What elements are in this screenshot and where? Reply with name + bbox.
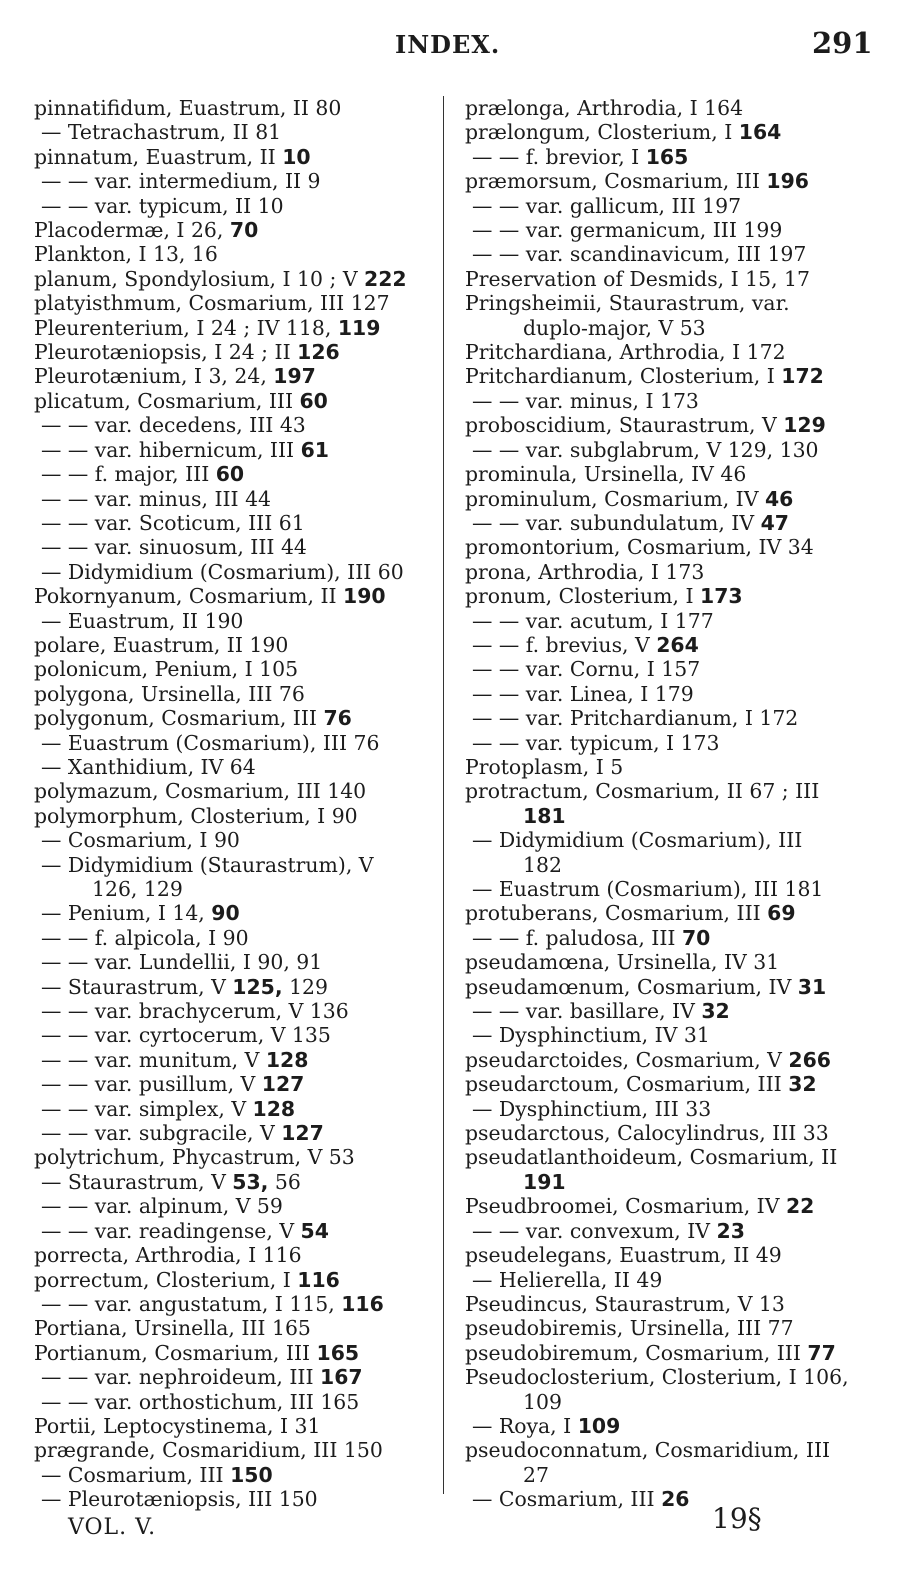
bold-page-ref: 266 (788, 1047, 831, 1072)
index-entry (465, 291, 860, 315)
entry-text: — — var. Linea, I 179 (472, 681, 694, 706)
index-entry (465, 1097, 860, 1121)
bold-page-ref: 23 (716, 1218, 745, 1243)
entry-text: pseudarctous, Calocylindrus, III 33 (465, 1121, 829, 1146)
bold-page-ref: 128 (252, 1096, 296, 1121)
entry-text: — Didymidium (Cosmarium), III (472, 828, 803, 853)
index-entry (465, 633, 860, 657)
page-title: INDEX. (395, 30, 501, 59)
bold-page-ref: 125, (232, 974, 283, 999)
entry-text: — Cosmarium, III (41, 1462, 231, 1487)
index-entry (34, 487, 426, 511)
bold-page-ref: 61 (300, 437, 329, 462)
index-entry (34, 682, 426, 706)
bold-page-ref: 190 (343, 584, 386, 609)
bold-page-ref: 196 (766, 169, 809, 194)
bold-page-ref: 191 (523, 1169, 566, 1194)
entry-text: — — var. readingense, V (41, 1218, 301, 1243)
entry-text: pronum, Closterium, I (465, 584, 701, 609)
index-entry (34, 340, 426, 364)
index-entry (34, 999, 426, 1023)
index-entry (465, 194, 860, 218)
index-entry (465, 950, 860, 974)
bold-page-ref: 60 (299, 388, 328, 413)
entry-text: polymorphum, Closterium, I 90 (34, 803, 358, 828)
index-entry (465, 901, 860, 925)
index-entry (34, 145, 426, 169)
entry-text: Plankton, I 13, 16 (34, 242, 218, 267)
volume-label: VOL. V. (68, 1515, 157, 1540)
index-entry (34, 1365, 426, 1389)
entry-text: — — var. subundulatum, IV (472, 510, 761, 535)
index-entry (465, 1243, 860, 1267)
index-entry (34, 1097, 426, 1121)
index-entry (34, 535, 426, 559)
bold-page-ref: 165 (316, 1340, 360, 1365)
bold-page-ref: 32 (701, 999, 730, 1024)
entry-text: polygona, Ursinella, III 76 (34, 681, 305, 706)
index-entry (465, 657, 860, 681)
index-entry (465, 609, 860, 633)
bold-page-ref: 127 (281, 1121, 324, 1146)
entry-text: polytrichum, Phycastrum, V 53 (34, 1145, 355, 1170)
index-entry (465, 682, 860, 706)
index-entry (34, 804, 426, 828)
entry-text: — Dysphinctium, III 33 (472, 1096, 712, 1121)
index-entry (34, 1023, 426, 1047)
entry-text: — — var. brachycerum, V 136 (41, 999, 349, 1024)
entry-text: Pleurotænium, I 3, 24, (34, 364, 274, 389)
index-entry (465, 96, 860, 120)
bold-page-ref: 127 (261, 1072, 305, 1097)
index-entry (34, 560, 426, 584)
index-entry (465, 999, 860, 1023)
bold-page-ref: 222 (364, 266, 407, 291)
entry-text: Portiana, Ursinella, III 165 (34, 1316, 311, 1341)
index-entry (465, 755, 860, 779)
index-entry (465, 828, 860, 852)
entry-text: polymazum, Cosmarium, III 140 (34, 779, 367, 804)
signature-mark: 19§ (712, 1502, 762, 1535)
index-entry (34, 1414, 426, 1438)
entry-text: prona, Arthrodia, I 173 (465, 559, 705, 584)
index-entry (465, 853, 860, 877)
entry-text: — Pleurotæniopsis, III 150 (41, 1487, 318, 1512)
index-entry (34, 242, 426, 266)
index-entry (465, 389, 860, 413)
entry-text: protractum, Cosmarium, II 67 ; III (465, 779, 820, 804)
entry-text: 56 (268, 1169, 301, 1194)
entry-text: — — var. subglabrum, V 129, 130 (472, 437, 819, 462)
index-entry (34, 316, 426, 340)
bold-page-ref: 54 (300, 1218, 329, 1243)
entry-text: — Euastrum (Cosmarium), III 181 (472, 877, 824, 901)
index-entry (465, 487, 860, 511)
index-entry (34, 462, 426, 486)
bold-page-ref: 60 (215, 462, 245, 487)
entry-text: — — var. minus, I 173 (472, 388, 699, 413)
index-entry (465, 560, 860, 584)
index-entry (465, 218, 860, 242)
entry-text: porrectum, Closterium, I (34, 1267, 298, 1292)
entry-text: Pseudincus, Staurastrum, V 13 (465, 1291, 785, 1316)
entry-text: — — var. gallicum, III 197 (472, 193, 742, 218)
index-entry (34, 194, 426, 218)
entry-text: — Didymidium (Staurastrum), V (41, 852, 374, 877)
bold-page-ref: 165 (645, 144, 689, 169)
entry-text: pseudatlanthoideum, Cosmarium, II (465, 1145, 838, 1170)
index-entry (465, 1414, 860, 1438)
index-entry (465, 145, 860, 169)
entry-text: Pleurotæniopsis, I 24 ; II (34, 340, 298, 365)
entry-text: — — f. paludosa, III (472, 925, 682, 950)
index-entry (465, 340, 860, 364)
index-entry (465, 438, 860, 462)
entry-text: — — var. germanicum, III 199 (472, 218, 783, 243)
index-entry (34, 1048, 426, 1072)
index-entry (465, 120, 860, 144)
index-entry (34, 438, 426, 462)
index-entry (465, 364, 860, 388)
entry-text: — Roya, I (472, 1413, 578, 1438)
index-entry (34, 413, 426, 437)
entry-text: — — var. cyrtocerum, V 135 (41, 1023, 331, 1048)
index-entry (465, 1170, 860, 1194)
index-entry (34, 609, 426, 633)
index-entry (465, 731, 860, 755)
index-entry (465, 316, 860, 340)
entry-text: pseudobiremis, Ursinella, III 77 (465, 1316, 794, 1341)
column-divider (443, 96, 444, 1494)
index-entry (465, 267, 860, 291)
entry-text: — Dysphinctium, IV 31 (472, 1023, 710, 1048)
entry-text: Pseudoclosterium, Closterium, I 106, (465, 1365, 849, 1390)
bold-page-ref: 116 (341, 1291, 384, 1316)
entry-text: — — var. scandinavicum, III 197 (472, 242, 807, 267)
index-entry (34, 291, 426, 315)
index-entry (34, 1463, 426, 1487)
index-entry (465, 1219, 860, 1243)
bold-page-ref: 109 (577, 1413, 621, 1438)
entry-text: — Cosmarium, III (472, 1487, 662, 1512)
entry-text: pseudarctoum, Cosmarium, III (465, 1072, 789, 1097)
index-entry (34, 926, 426, 950)
entry-text: 109 (523, 1389, 562, 1414)
entry-text: — — var. intermedium, II 9 (41, 169, 321, 194)
entry-text: — — var. simplex, V (41, 1096, 253, 1121)
index-entry (34, 1194, 426, 1218)
bold-page-ref: 31 (797, 974, 827, 999)
index-entry (34, 1170, 426, 1194)
bold-page-ref: 197 (273, 364, 316, 389)
bold-page-ref: 46 (764, 486, 794, 511)
entry-text: — — var. sinuosum, III 44 (41, 535, 307, 560)
bold-page-ref: 164 (738, 120, 782, 145)
entry-text: Preservation of Desmids, I 15, 17 (465, 266, 811, 291)
index-entry (34, 853, 426, 877)
entry-text: — — var. decedens, III 43 (41, 413, 306, 438)
index-entry (465, 535, 860, 559)
entry-text: — — var. basillare, IV (472, 999, 702, 1024)
index-entry (465, 1487, 860, 1511)
entry-text: 182 (523, 852, 562, 877)
entry-text: — — var. alpinum, V 59 (41, 1194, 283, 1219)
index-entry (465, 413, 860, 437)
entry-text: protuberans, Cosmarium, III (465, 901, 768, 926)
index-entry (34, 633, 426, 657)
index-entry (34, 706, 426, 730)
index-entry (465, 804, 860, 828)
index-entry (34, 828, 426, 852)
entry-text: — Euastrum (Cosmarium), III 76 (41, 730, 380, 755)
entry-text: — — var. munitum, V (41, 1047, 266, 1072)
index-entry (465, 706, 860, 730)
entry-text: — — var. Scoticum, III 61 (41, 510, 305, 535)
entry-text: 126, 129 (92, 877, 183, 901)
index-entry (34, 877, 426, 901)
index-entry (465, 926, 860, 950)
entry-text: — Xanthidium, IV 64 (41, 754, 256, 779)
entry-text: pseudamœna, Ursinella, IV 31 (465, 950, 780, 975)
index-entry (465, 1072, 860, 1096)
entry-text: — — f. brevior, I (472, 144, 646, 169)
entry-text: — Tetrachastrum, II 81 (41, 120, 282, 145)
entry-text: proboscidium, Staurastrum, V (465, 413, 784, 438)
entry-text: — Staurastrum, V (41, 1169, 233, 1194)
index-entry (465, 584, 860, 608)
index-entry (465, 511, 860, 535)
index-entry (34, 1072, 426, 1096)
index-entry (34, 218, 426, 242)
entry-text: pseudobiremum, Cosmarium, III (465, 1340, 808, 1365)
entry-text: Placodermæ, I 26, (34, 218, 230, 243)
entry-text: — Cosmarium, I 90 (41, 828, 240, 853)
entry-text: Pleurenterium, I 24 ; IV 118, (34, 315, 338, 340)
entry-text: præmorsum, Cosmarium, III (465, 169, 767, 194)
entry-text: — — var. typicum, II 10 (41, 193, 284, 218)
entry-text: Protoplasm, I 5 (465, 754, 624, 779)
entry-text: — — var. subgracile, V (41, 1121, 282, 1146)
index-entry (34, 779, 426, 803)
index-entry (465, 1390, 860, 1414)
index-entry (34, 731, 426, 755)
index-entry (34, 1341, 426, 1365)
entry-text: pseudelegans, Euastrum, II 49 (465, 1243, 782, 1268)
right-index-column (465, 96, 860, 1512)
entry-text: platyisthmum, Cosmarium, III 127 (34, 291, 390, 316)
page-number: 291 (812, 26, 873, 60)
entry-text: polonicum, Penium, I 105 (34, 657, 299, 682)
entry-text: pinnatifidum, Euastrum, II 80 (34, 96, 342, 120)
entry-text: Portianum, Cosmarium, III (34, 1340, 317, 1365)
entry-text: — — var. Pritchardianum, I 172 (472, 706, 799, 731)
entry-text: — Didymidium (Cosmarium), III 60 (41, 559, 404, 584)
bold-page-ref: 129 (783, 413, 826, 438)
entry-text: — — var. hibernicum, III (41, 437, 301, 462)
index-entry (465, 1438, 860, 1462)
entry-text: Pringsheimii, Staurastrum, var. (465, 291, 790, 316)
entry-text: — Helierella, II 49 (472, 1267, 663, 1292)
index-entry (465, 1194, 860, 1218)
index-entry (465, 975, 860, 999)
index-entry (465, 1316, 860, 1340)
entry-text: 27 (523, 1462, 549, 1487)
index-entry (465, 1145, 860, 1169)
entry-text: pseudoconnatum, Cosmaridium, III (465, 1438, 831, 1463)
index-entry (34, 511, 426, 535)
bold-page-ref: 119 (337, 315, 381, 340)
bold-page-ref: 167 (320, 1365, 363, 1390)
entry-text: pseudarctoides, Cosmarium, V (465, 1047, 789, 1072)
entry-text: Pokornyanum, Cosmarium, II (34, 584, 344, 609)
entry-text: Portii, Leptocystinema, I 31 (34, 1413, 321, 1438)
index-entry (34, 120, 426, 144)
entry-text: — — var. typicum, I 173 (472, 730, 720, 755)
entry-text: — — var. Cornu, I 157 (472, 657, 701, 682)
index-entry (34, 96, 426, 120)
entry-text: — — f. alpicola, I 90 (41, 925, 249, 950)
bold-page-ref: 22 (785, 1194, 815, 1219)
entry-text: polygonum, Cosmarium, III (34, 706, 324, 731)
bold-page-ref: 172 (781, 364, 824, 389)
bold-page-ref: 264 (656, 632, 699, 657)
entry-text: Pritchardianum, Closterium, I (465, 364, 782, 389)
index-entry (34, 169, 426, 193)
bold-page-ref: 77 (807, 1340, 836, 1365)
entry-text: 129 (282, 974, 328, 999)
entry-text: promontorium, Cosmarium, IV 34 (465, 535, 814, 560)
entry-text: — — var. nephroideum, III (41, 1365, 321, 1390)
bold-page-ref: 69 (767, 901, 796, 926)
entry-text: duplo-major, V 53 (523, 315, 706, 340)
entry-text: plicatum, Cosmarium, III (34, 388, 300, 413)
bold-page-ref: 76 (323, 706, 352, 731)
bold-page-ref: 70 (681, 925, 711, 950)
bold-page-ref: 150 (230, 1462, 273, 1487)
index-entry (465, 462, 860, 486)
index-entry (465, 1292, 860, 1316)
bold-page-ref: 128 (265, 1047, 309, 1072)
index-entry (34, 1292, 426, 1316)
index-entry (34, 364, 426, 388)
entry-text: pseudamœnum, Cosmarium, IV (465, 974, 798, 999)
index-entry (34, 389, 426, 413)
entry-text: prælongum, Closterium, I (465, 120, 739, 145)
entry-text: — Staurastrum, V (41, 974, 233, 999)
entry-text: — — f. major, III (41, 462, 216, 487)
index-entry (34, 1219, 426, 1243)
index-entry (465, 242, 860, 266)
left-index-column (34, 96, 426, 1512)
entry-text: — Euastrum, II 190 (41, 608, 244, 633)
entry-text: — — var. Lundellii, I 90, 91 (41, 950, 323, 975)
entry-text: — — var. angustatum, I 115, (41, 1291, 342, 1316)
index-entry (34, 1145, 426, 1169)
bold-page-ref: 32 (788, 1072, 817, 1097)
index-entry (34, 901, 426, 925)
index-entry (34, 1316, 426, 1340)
bold-page-ref: 70 (229, 218, 259, 243)
entry-text: — — var. pusillum, V (41, 1072, 262, 1097)
index-entry (465, 779, 860, 803)
entry-text: prominula, Ursinella, IV 46 (465, 462, 747, 487)
index-entry (465, 877, 860, 901)
entry-text: Pseudbroomei, Cosmarium, IV (465, 1194, 786, 1219)
index-entry (34, 1268, 426, 1292)
entry-text: — — f. brevius, V (472, 632, 657, 657)
index-entry (465, 1023, 860, 1047)
index-entry (34, 950, 426, 974)
bold-page-ref: 116 (297, 1267, 340, 1292)
entry-text: — Penium, I 14, (41, 901, 212, 926)
bold-page-ref: 26 (661, 1487, 690, 1512)
index-entry (34, 1243, 426, 1267)
entry-text: — — var. convexum, IV (472, 1218, 717, 1243)
entry-text: planum, Spondylosium, I 10 ; V (34, 266, 365, 291)
entry-text: prægrande, Cosmaridium, III 150 (34, 1438, 383, 1463)
index-entry (465, 1121, 860, 1145)
entry-text: pinnatum, Euastrum, II (34, 144, 283, 169)
entry-text: Pritchardiana, Arthrodia, I 172 (465, 340, 786, 365)
index-entry (34, 975, 426, 999)
entry-text: — — var. minus, III 44 (41, 486, 272, 511)
index-entry (34, 267, 426, 291)
index-entry (465, 1048, 860, 1072)
index-entry (465, 1365, 860, 1389)
index-entry (465, 1463, 860, 1487)
index-entry (34, 584, 426, 608)
bold-page-ref: 90 (211, 901, 240, 926)
index-entry (465, 169, 860, 193)
index-entry (34, 1121, 426, 1145)
bold-page-ref: 173 (700, 584, 743, 609)
bold-page-ref: 126 (297, 340, 340, 365)
bold-page-ref: 181 (523, 803, 566, 828)
entry-text: — — var. acutum, I 177 (472, 608, 714, 633)
page-header (0, 18, 900, 68)
index-entry (34, 657, 426, 681)
index-entry (465, 1268, 860, 1292)
entry-text: prominulum, Cosmarium, IV (465, 486, 765, 511)
index-entry (465, 1341, 860, 1365)
index-entry (34, 1438, 426, 1462)
entry-text: — — var. orthostichum, III 165 (41, 1389, 360, 1414)
entry-text: polare, Euastrum, II 190 (34, 632, 289, 657)
bold-page-ref: 47 (760, 510, 789, 535)
bold-page-ref: 10 (282, 144, 311, 169)
index-entry (34, 1390, 426, 1414)
bold-page-ref: 53, (232, 1169, 269, 1194)
entry-text: porrecta, Arthrodia, I 116 (34, 1243, 302, 1268)
index-entry (34, 1487, 426, 1511)
index-entry (34, 755, 426, 779)
entry-text: prælonga, Arthrodia, I 164 (465, 96, 744, 120)
